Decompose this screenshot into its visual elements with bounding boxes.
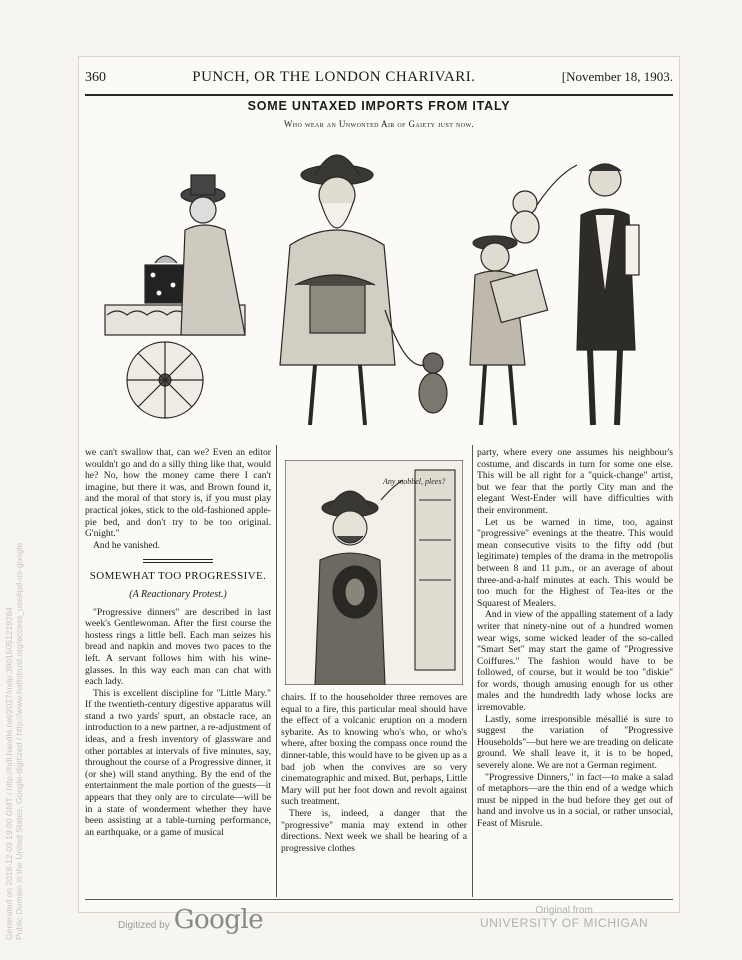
page-footer bbox=[0, 905, 742, 945]
section-subtitle: (A Reactionary Protest.) bbox=[129, 588, 227, 600]
digitized-by-google bbox=[118, 905, 263, 935]
text-column-1 bbox=[85, 447, 271, 838]
hathitrust-watermark bbox=[4, 543, 24, 940]
col3-paragraph-2: Let us be warned in time, too, against "progressive" evenings at the theatre. This would mean consecutive visits to the fifty odd (but legitimate) temples of the drama in the metropolis between 8 and 11 p.m., or an average of about three-and-a-half minutes at each. This would be too much for the Highest of Tea-ites or the Squarest of Mealers. bbox=[477, 516, 673, 609]
col3-paragraph-1: party, where every one assumes his neighbour's costume, and discards in turn for some one else. This will be all right for a "quick-change" artist, but we fear that the portly City man and the elegant West-Ender will have difficulties with their environment. bbox=[477, 447, 673, 516]
page-number: 360 bbox=[85, 70, 106, 85]
issue-date: [November 18, 1903. bbox=[561, 69, 673, 84]
watermark-line-1: Generated on 2018-12-03 19:00 GMT / http://hdl.handle.net/2027/mdp.39015051219284 bbox=[4, 606, 14, 940]
section-divider bbox=[143, 559, 213, 563]
col3-paragraph-5: "Progressive Dinners," in fact—to make a salad of metaphors—are the thin end of a wedge which must be nipped in the bud before they get out of hand and involve us in a social, or rather unsocial, Feast of Misrule. bbox=[477, 771, 673, 829]
col1-paragraph-3: "Progressive dinners" are described in last week's Gentlewoman. After the first course the hostess rings a little bell. Each man seizes his bread and napkin and moves two paces to the left. A servant follows him with his wine-glasses. In this way each man can chat with each lady. bbox=[85, 606, 271, 688]
running-title: PUNCH, OR THE LONDON CHARIVARI. bbox=[192, 69, 476, 85]
cartoon-subtitle: Who wear an Unwonted Air of Gaiety just now. bbox=[283, 119, 475, 129]
university-name: UNIVERSITY OF MICHIGAN bbox=[480, 916, 649, 930]
magazine-page bbox=[78, 56, 680, 913]
cartoon-title: SOME UNTAXED IMPORTS FROM ITALY bbox=[247, 99, 511, 113]
watermark-line-2: Public Domain in the United States, Google-digitized / http://www.hathitrust.org/access_use#pd-us-google bbox=[14, 542, 24, 940]
digitized-by-label: Digitized by bbox=[118, 920, 170, 931]
col2-paragraph-1: chairs. If to the householder three removes are equal to a fire, this particular meal should have the effect of a volcanic eruption on a modern sybarite. As to knowing who's who, or who's where, after boxing the compass once round the dinner-table, this would have to be given up as a bad job when the convives are so very cinematographic and mixed. But, perhaps, Little Mary will put her foot down and revolt against such treatment. bbox=[281, 692, 467, 808]
text-column-3 bbox=[477, 447, 673, 830]
col1-paragraph-2: And he vanished. bbox=[93, 539, 160, 551]
inset-speech-text: Any mobbel, plees? bbox=[383, 477, 446, 486]
organ-grinder-figure bbox=[280, 155, 395, 425]
column-separator-2 bbox=[472, 445, 473, 897]
text-column-2 bbox=[281, 692, 467, 854]
cartoon-illustration bbox=[85, 135, 673, 427]
bottom-rule bbox=[85, 899, 673, 900]
col3-paragraph-4: Lastly, some irresponsible mésallié is sure to suggest the variation of "Progressive Households"—but here we are treading on delicate ground. We shall leave it, it is to be hoped, severely alone. We are not a German regiment. bbox=[477, 713, 673, 772]
original-from bbox=[480, 905, 648, 930]
col1-paragraph-1: we can't swallow that, can we? Even an editor wouldn't go and do a silly thing like that, would he? No, how the money came there I can't imagine, but there it was, and Brown found it, and the moral of that story is, if you must play practical jokes, stick to the old-fashioned apple-pie bed, and don't try to be too original. G'night." bbox=[85, 447, 271, 540]
inset-illustration bbox=[285, 460, 463, 685]
original-from-label: Original from bbox=[535, 905, 593, 916]
waiter-figure bbox=[577, 164, 639, 425]
col1-paragraph-4: This is excellent discipline for "Little Mary." If the twentieth-century digestive apparatus will stand a two yards' spurt, an obstacle race, an introduction to a new partner, a re-adjustment of ideas, and a fresh inventory of glassware and other portables at intervals of five minutes, say, throughout the course of a Progressive dinner, it (or she) will stand anything. By the end of the entertainment the male portion of the guests—it appears that they only are to circulate—will be in a state of wonderment whether they have been assisting at a table-turning performance, an earthquake, or a game of musical bbox=[85, 687, 271, 838]
column-separator-1 bbox=[276, 445, 277, 897]
google-logo-text: Google bbox=[173, 905, 264, 935]
page-header bbox=[85, 69, 673, 96]
section-title: SOMEWHAT TOO PROGRESSIVE. bbox=[89, 570, 267, 583]
col3-paragraph-3: And in view of the appalling statement of a lady writer that ninety-nine out of a hundred women wear wigs, some wicked leader of the so-called "Smart Set" may start the game of "Progressive Coiffures." The fashion would have to be followed, of course, but it would be too "diskie" for words, though amusing enough for us other males and the hundredth lady whose locks are irremovable. bbox=[477, 609, 673, 714]
figurine-seller-figure bbox=[470, 165, 577, 425]
col2-paragraph-2: There is, indeed, a danger that the "progressive" mania may extend in other directions. Next week we shall be hearing of a progressive clothes bbox=[281, 807, 467, 854]
chestnut-cart-figure bbox=[105, 175, 245, 418]
